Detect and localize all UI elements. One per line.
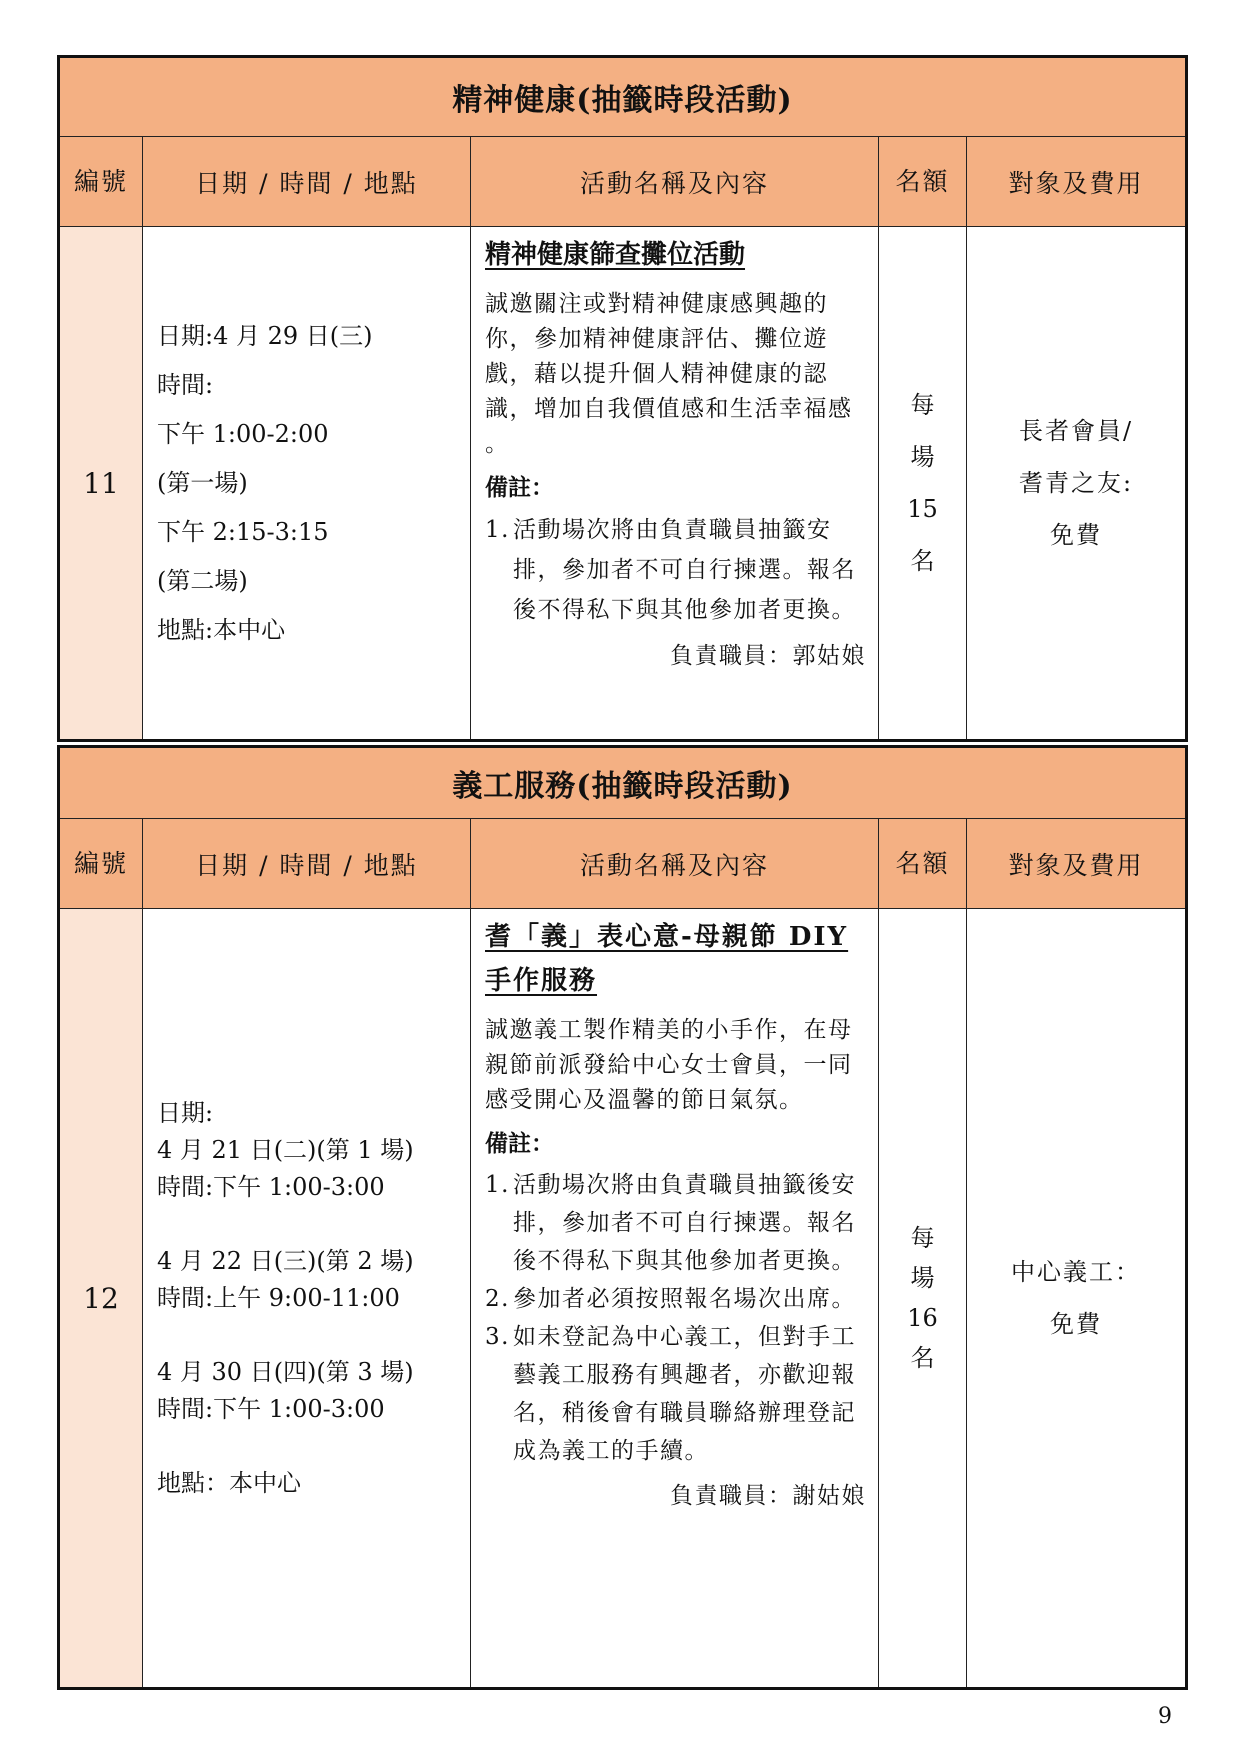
header-activity: 活動名稱及內容 [471, 137, 879, 227]
header-quota: 名額 [879, 819, 967, 909]
page-number: 9 [1158, 1704, 1172, 1729]
remark-item: 2. 參加者必須按照報名場次出席。 [485, 1286, 856, 1312]
date-time-location: 日期:4 月 29 日(三) 時間: 下午 1:00-2:00 (第一場) 下午 2:15-3:15 (第二場) 地點:本中心 [143, 227, 471, 741]
remark-label: 備註： [485, 474, 554, 501]
activity-description: 誠邀義工製作精美的小手作，在母親節前派發給中心女士會員，一同感受開心及溫馨的節日氣氛。 [485, 1017, 853, 1113]
mental-health-table [57, 55, 1188, 742]
row-number: 12 [59, 909, 143, 1689]
activity-title: 耆「義」表心意-母親節 DIY 手作服務 [485, 922, 849, 996]
header-target: 對象及費用 [967, 137, 1187, 227]
header-target: 對象及費用 [967, 819, 1187, 909]
header-datetime: 日期 / 時間 / 地點 [143, 819, 471, 909]
remark-label: 備註： [485, 1130, 554, 1157]
volunteer-service-table [57, 745, 1188, 1690]
header-quota: 名額 [879, 137, 967, 227]
remark-item: 3. 如未登記為中心義工，但對手工藝義工服務有興趣者，亦歡迎報名，稍後會有職員聯絡辦理登記成為義工的手續。 [485, 1324, 856, 1464]
quota: 每 場 15 名 [879, 227, 967, 741]
staff-in-charge: 負責職員：謝姑娘 [670, 1483, 866, 1509]
header-datetime: 日期 / 時間 / 地點 [143, 137, 471, 227]
section-title: 精神健康(抽籤時段活動) [59, 57, 1187, 137]
remark-item: 1. 活動場次將由負責職員抽籤後安排，參加者不可自行揀選。報名後不得私下與其他參加者更換。 [485, 1172, 856, 1274]
quota: 每 場 16 名 [879, 909, 967, 1689]
activity-description: 誠邀關注或對精神健康感興趣的你，參加精神健康評估、攤位遊戲，藉以提升個人精神健康的認識，增加自我價值感和生活幸福感 。 [485, 291, 853, 457]
activity-content [471, 227, 879, 741]
remark-list [485, 1166, 870, 1470]
header-no: 編號 [59, 819, 143, 909]
staff-in-charge: 負責職員：郭姑娘 [670, 643, 866, 669]
target-and-fee: 長者會員/ 耆青之友: 免費 [967, 227, 1187, 741]
remark-item: 1. 活動場次將由負責職員抽籤安排，參加者不可自行揀選。報名後不得私下與其他參加者更換。 [485, 517, 856, 623]
activity-content [471, 909, 879, 1689]
target-and-fee: 中心義工： 免費 [967, 909, 1187, 1689]
remark-list [485, 510, 870, 630]
row-number: 11 [59, 227, 143, 741]
header-no: 編號 [59, 137, 143, 227]
section-title: 義工服務(抽籤時段活動) [59, 747, 1187, 819]
header-activity: 活動名稱及內容 [471, 819, 879, 909]
activity-title: 精神健康篩查攤位活動 [485, 240, 746, 270]
date-time-location: 日期: 4 月 21 日(二)(第 1 場) 時間:下午 1:00-3:00 4 月 22 日(三)(第 2 場) 時間:上午 9:00-11:00 4 月 30 日(四)(第 3 場) 時間:下午 1:00-3:00 地點：本中心 [143, 909, 471, 1689]
